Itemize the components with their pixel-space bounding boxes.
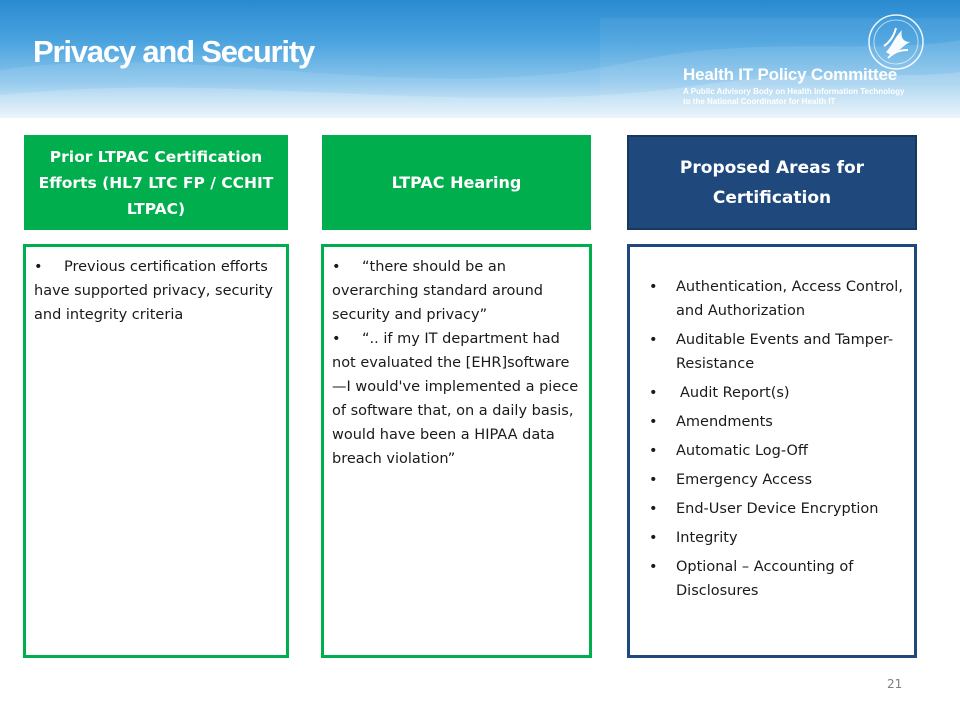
list-item [640,468,904,492]
bullet-icon: • [649,332,658,348]
bullet-icon: • [649,443,658,459]
column-body-proposed-areas [627,244,917,658]
list-item-text: “there should be an overarching standard around security and privacy” [332,259,543,323]
list-item-text: Amendments [676,414,773,430]
column-heading-ltpac-hearing-text: LTPAC Hearing [391,173,522,192]
org-tagline [683,87,953,107]
list-item-text: Emergency Access [676,472,813,488]
prior-ltpac-list [26,247,286,327]
page-title: Privacy and Security [33,34,314,69]
list-item [332,327,581,471]
list-item [640,497,904,521]
column-heading-proposed-areas-text: Proposed Areas for Certification [679,157,865,208]
list-item-text: Audit Report(s) [680,385,790,401]
list-item [332,255,581,327]
list-item-text: “.. if my IT department had not evaluated the [EHR]software—I would've implemented a piece of software that, on a daily basis, would have been a HIPAA data breach violation” [332,331,579,467]
list-item-text: Optional – Accounting of Disclosures [676,559,854,599]
bullet-icon: • [649,472,658,488]
bullet-icon: • [649,414,658,430]
list-item [640,439,904,463]
column-heading-ltpac-hearing [322,135,591,230]
list-item-text: Integrity [676,530,738,546]
bullet-icon: • [34,259,43,275]
list-item [640,381,904,405]
bullet-icon: • [649,559,658,575]
bullet-icon: • [649,530,658,546]
bullet-icon: • [332,259,341,275]
list-item-text: Automatic Log-Off [676,443,808,459]
bullet-icon: • [649,501,658,517]
column-heading-prior-ltpac [24,135,288,230]
header-banner [0,0,960,118]
list-item-text: End-User Device Encryption [676,501,879,517]
list-item [640,328,904,376]
list-item-text: Authentication, Access Control, and Authorization [676,279,903,319]
org-tagline-line-2: to the National Coordinator for Health IT [683,97,836,106]
page-number: 21 [887,677,903,691]
org-name: Health IT Policy Committee [683,65,897,84]
column-body-prior-ltpac [23,244,289,658]
list-item [640,410,904,434]
list-item-text: Previous certification efforts have supported privacy, security and integrity criteria [34,259,273,323]
column-heading-proposed-areas [627,135,917,230]
bullet-icon: • [649,385,658,401]
column-body-ltpac-hearing [321,244,592,658]
list-item [640,555,904,603]
bullet-icon: • [649,279,658,295]
proposed-areas-list [630,247,914,603]
hhs-eagle-logo-icon [866,12,926,72]
ltpac-hearing-list [324,247,589,471]
list-item [640,275,904,323]
list-item [34,255,278,327]
column-heading-prior-ltpac-text: Prior LTPAC Certification Efforts (HL7 LTC FP / CCHIT LTPAC) [38,147,274,218]
list-item-text: Auditable Events and Tamper-Resistance [676,332,894,372]
org-tagline-line-1: A Public Advisory Body on Health Information Technology [683,87,905,96]
list-item [640,526,904,550]
bullet-icon: • [332,331,341,347]
